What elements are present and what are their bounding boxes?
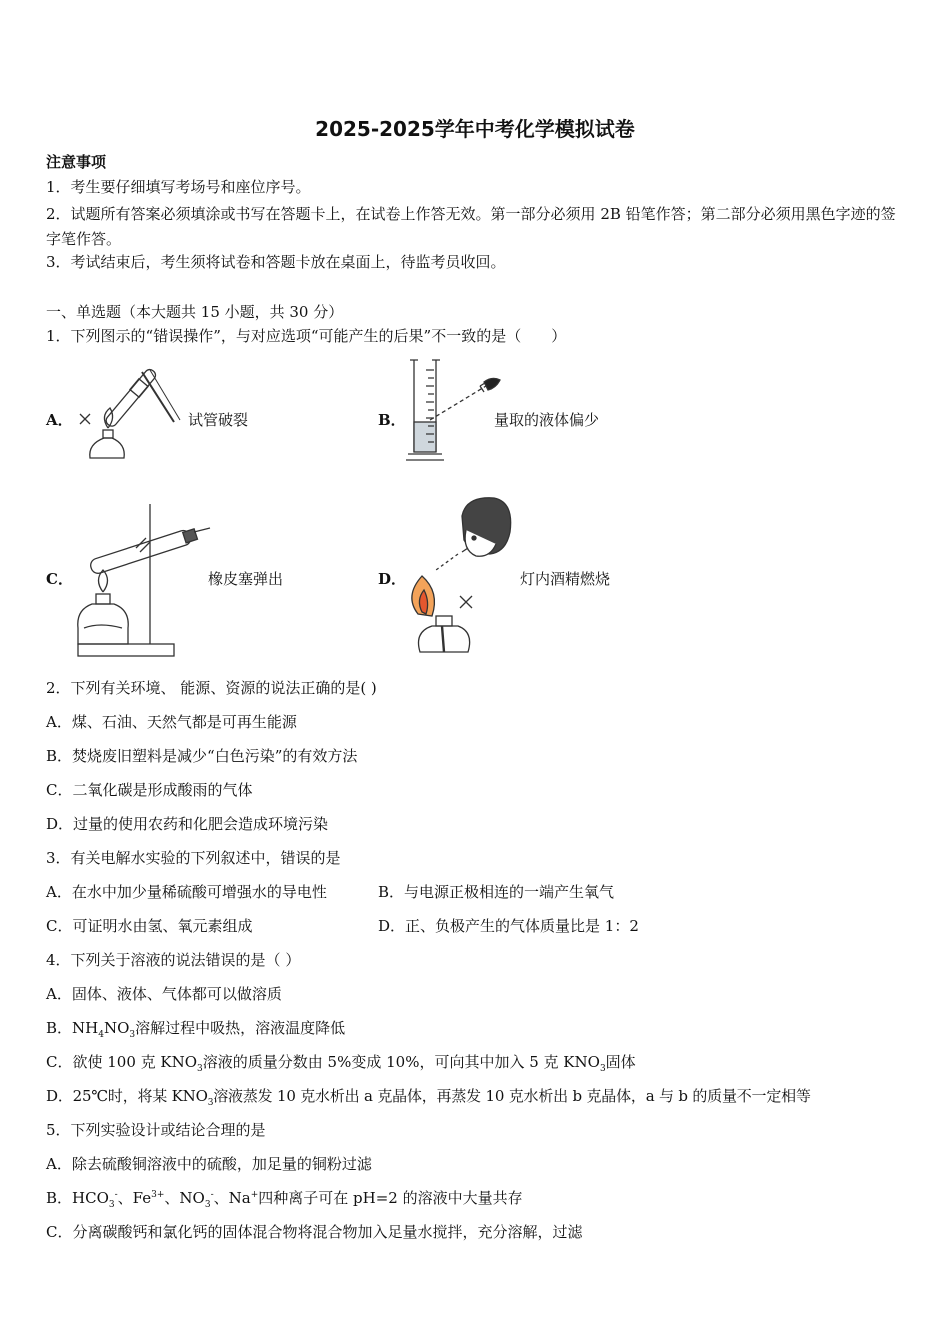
question-stem: 2．下列有关环境、 能源、资源的说法正确的是( ) — [46, 679, 377, 697]
page-title: 2025-2025学年中考化学模拟试卷 — [315, 117, 635, 141]
question-stem: 3．有关电解水实验的下列叙述中，错误的是 — [46, 849, 341, 867]
blowing-lamp-figure — [402, 492, 524, 662]
question-stem: 1．下列图示的“错误操作”，与对应选项“可能产生的后果”不一致的是（ ） — [46, 327, 567, 345]
question-stem: 5．下列实验设计或结论合理的是 — [46, 1121, 266, 1139]
notice-item: 1．考生要仔细填写考场号和座位序号。 — [46, 178, 311, 196]
option-caption: 试管破裂 — [188, 411, 249, 429]
notice-item: 2．试题所有答案必须填涂或书写在答题卡上，在试卷上作答无效。第一部分必须用 2B 铅笔作答；第二部分必须用黑色字迹的签字笔作答。 — [46, 205, 896, 248]
option-item: C．二氧化碳是形成酸雨的气体 — [46, 781, 253, 799]
option-item: D．正、负极产生的气体质量比是 1：2 — [378, 917, 639, 935]
option-letter: A． — [46, 411, 73, 429]
option-caption: 橡皮塞弹出 — [208, 570, 284, 588]
option-caption: 灯内酒精燃烧 — [520, 570, 611, 588]
option-item: A．在水中加少量稀硫酸可增强水的导电性 — [46, 883, 327, 901]
option-item: A．煤、石油、天然气都是可再生能源 — [46, 713, 297, 731]
option-letter: C． — [46, 570, 73, 588]
option-item: D．过量的使用农药和化肥会造成环境污染 — [46, 815, 329, 833]
option-caption: 量取的液体偏少 — [494, 411, 600, 429]
option-item: C．可证明水由氢、氧元素组成 — [46, 917, 253, 935]
option-item: C．欲使 100 克 $KNO_3$溶液的质量分数由 5%变成 10%，可向其中加入 5 克 $KNO_3$固体 — [46, 1053, 636, 1074]
option-item: A．除去硫酸铜溶液中的硫酸，加足量的铜粉过滤 — [46, 1155, 372, 1173]
option-item: B．焚烧废旧塑料是减少“白色污染”的有效方法 — [46, 747, 358, 765]
notice-item: 3．考试结束后，考生须将试卷和答题卡放在桌面上，待监考员收回。 — [46, 253, 506, 271]
stand-heating-figure — [70, 498, 212, 662]
option-item: B．与电源正极相连的一端产生氧气 — [378, 883, 615, 901]
option-letter: D． — [378, 570, 407, 588]
section-heading: 一、单选题（本大题共 15 小题，共 30 分） — [46, 303, 344, 321]
option-item: B．$HCO_3^-$、$Fe^{3+}$、$NO_3^-$、Na+四种离子可在 pH=2 的溶液中大量共存 — [46, 1189, 523, 1210]
option-item: A．固体、液体、气体都可以做溶质 — [46, 985, 282, 1003]
question-stem: 4．下列关于溶液的说法错误的是（ ） — [46, 951, 301, 969]
option-letter: B． — [378, 411, 406, 429]
notice-heading: 注意事项 — [46, 153, 107, 171]
option-item: B．$NH_4NO_3$溶解过程中吸热，溶液温度降低 — [46, 1019, 346, 1040]
option-item: D．25℃时，将某 $KNO_3$溶液蒸发 10 克水析出 a 克晶体，再蒸发 10 克水析出 b 克晶体，a 与 b 的质量不一定相等 — [46, 1087, 811, 1108]
option-item: C．分离碳酸钙和氯化钙的固体混合物将混合物加入足量水搅拌，充分溶解，过滤 — [46, 1223, 583, 1241]
heating-test-tube-figure — [70, 362, 182, 462]
